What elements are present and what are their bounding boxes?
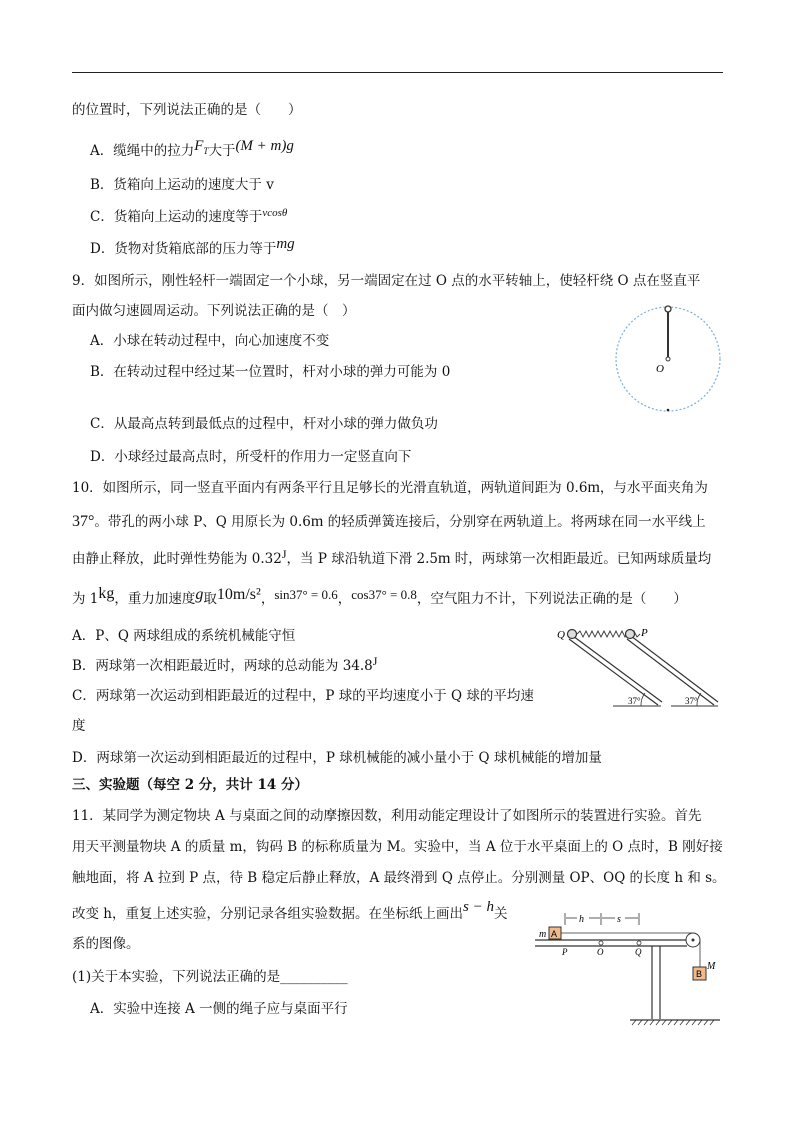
label-o: O xyxy=(597,947,604,957)
q10-line-1: 10．如图所示，同一竖直平面内有两条平行且足够长的光滑直轨道，两轨道间距为 0.6m，与水平面夹角为 xyxy=(72,479,708,496)
label-q: Q xyxy=(557,629,565,641)
q11-line-1: 11．某同学为测定物块 A 与桌面之间的动摩擦因数，利用动能定理设计了如图所示的装置进行实验。首先 xyxy=(72,808,702,824)
q10-line-2: 37°。带孔的两小球 P、Q 用原长为 0.6m 的轻质弹簧连接后，分别穿在两轨道上。将两球在同一水平线上 xyxy=(72,513,706,530)
left-rail-lower xyxy=(573,636,662,702)
q11-apparatus-figure xyxy=(535,905,725,1027)
point-o xyxy=(599,941,603,945)
point-q xyxy=(637,941,641,945)
q9-option-b: B．在转动过程中经过某一位置时，杆对小球的弹力可能为 0 xyxy=(90,364,451,380)
q11-line-5: 系的图像。 xyxy=(72,936,140,952)
label-s: s xyxy=(617,914,621,925)
label-big-m: M xyxy=(707,961,716,972)
label-q: Q xyxy=(635,947,642,957)
q8-option-b: B．货箱向上运动的速度大于 v xyxy=(90,177,274,193)
q11-line-4: 改变 h，重复上述实验，分别记录各组实验数据。在坐标纸上画出s − h关 xyxy=(72,899,508,922)
q10-line-4: 为 1kg，重力加速度g取10m/s²，sin37° = 0.6，cos37° = 0.8，空气阻力不计，下列说法正确的是（ ） xyxy=(72,585,687,607)
right-rail-lower xyxy=(631,636,718,702)
q11-question-1: (1)关于本实验，下列说法正确的是__________ xyxy=(72,969,348,985)
q8-option-a: A．缆绳中的拉力$F_T$大于(M + m)g xyxy=(90,138,294,159)
label-p: P xyxy=(641,627,648,639)
q8-stem-tail: 的位置时，下列说法正确的是（ ） xyxy=(72,102,302,118)
label-b: B xyxy=(696,969,703,979)
ball xyxy=(665,306,671,312)
section-3-heading: 三、实验题（每空 2 分，共计 14 分） xyxy=(72,777,308,793)
pivot-point xyxy=(666,357,670,361)
header-rule xyxy=(72,72,723,73)
label-a: A xyxy=(551,929,558,939)
ball-p xyxy=(626,630,635,639)
q11-option-a: A．实验中连接 A 一侧的绳子应与桌面平行 xyxy=(90,1001,348,1017)
q9-option-a: A．小球在转动过程中，向心加速度不变 xyxy=(90,333,330,349)
left-rail-upper xyxy=(569,639,658,705)
q9-circle-figure xyxy=(612,303,724,415)
q10-option-a: A．P、Q 两球组成的系统机械能守恒 xyxy=(72,628,296,644)
ball-q xyxy=(568,630,577,639)
label-o: O xyxy=(656,363,664,375)
q11-line-2: 用天平测量物块 A 的质量 m，钩码 B 的标称质量为 M。实验中，当 A 位于水平桌面上的 O 点时，B 刚好接 xyxy=(72,839,723,855)
q8-option-d: D．货物对货箱底部的压力等于mg xyxy=(90,236,295,257)
q10-option-c-line-1: C．两球第一次运动到相距最近的过程中，P 球的平均速度小于 Q 球的平均速 xyxy=(72,688,534,704)
q10-option-c-line-2: 度 xyxy=(72,718,86,734)
q9-line-2: 面内做匀速圆周运动。下列说法正确的是（ ） xyxy=(72,303,356,319)
lowest-point xyxy=(667,409,670,412)
q10-rails-figure xyxy=(555,622,725,712)
ground-hatching xyxy=(632,1020,714,1025)
q10-line-3: 由静止释放，此时弹性势能为 0.32J，当 P 球沿轨道下滑 2.5m 时，两球第一次相距最近。已知两球质量均 xyxy=(72,547,712,567)
q8-option-c: C．货箱向上运动的速度等于$^{vcos\theta}$ xyxy=(90,207,288,225)
q9-option-c: C．从最高点转到最低点的过程中，杆对小球的弹力做负功 xyxy=(90,416,438,432)
label-angle-left: 37° xyxy=(628,696,641,706)
label-angle-right: 37° xyxy=(685,696,698,706)
label-h: h xyxy=(579,914,584,925)
q11-line-3: 触地面，将 A 拉到 P 点，待 B 稳定后静止释放，A 最终滑到 Q 点停止。分别测量 OP、OQ 的长度 h 和 s。 xyxy=(72,870,726,886)
q9-line-1: 9．如图所示，刚性轻杆一端固定一个小球，另一端固定在过 O 点的水平转轴上，使轻杆绕 O 点在竖直平 xyxy=(72,273,701,289)
q10-option-b: B．两球第一次相距最近时，两球的总动能为 34.8J xyxy=(72,654,378,674)
q9-option-d: D．小球经过最高点时，所受杆的作用力一定竖直向下 xyxy=(90,449,412,465)
label-p: P xyxy=(562,947,568,957)
q10-option-d: D．两球第一次运动到相距最近的过程中，P 球机械能的减小量小于 Q 球机械能的增加量 xyxy=(72,750,602,766)
pulley-axle xyxy=(692,939,695,942)
label-m: m xyxy=(539,929,547,940)
